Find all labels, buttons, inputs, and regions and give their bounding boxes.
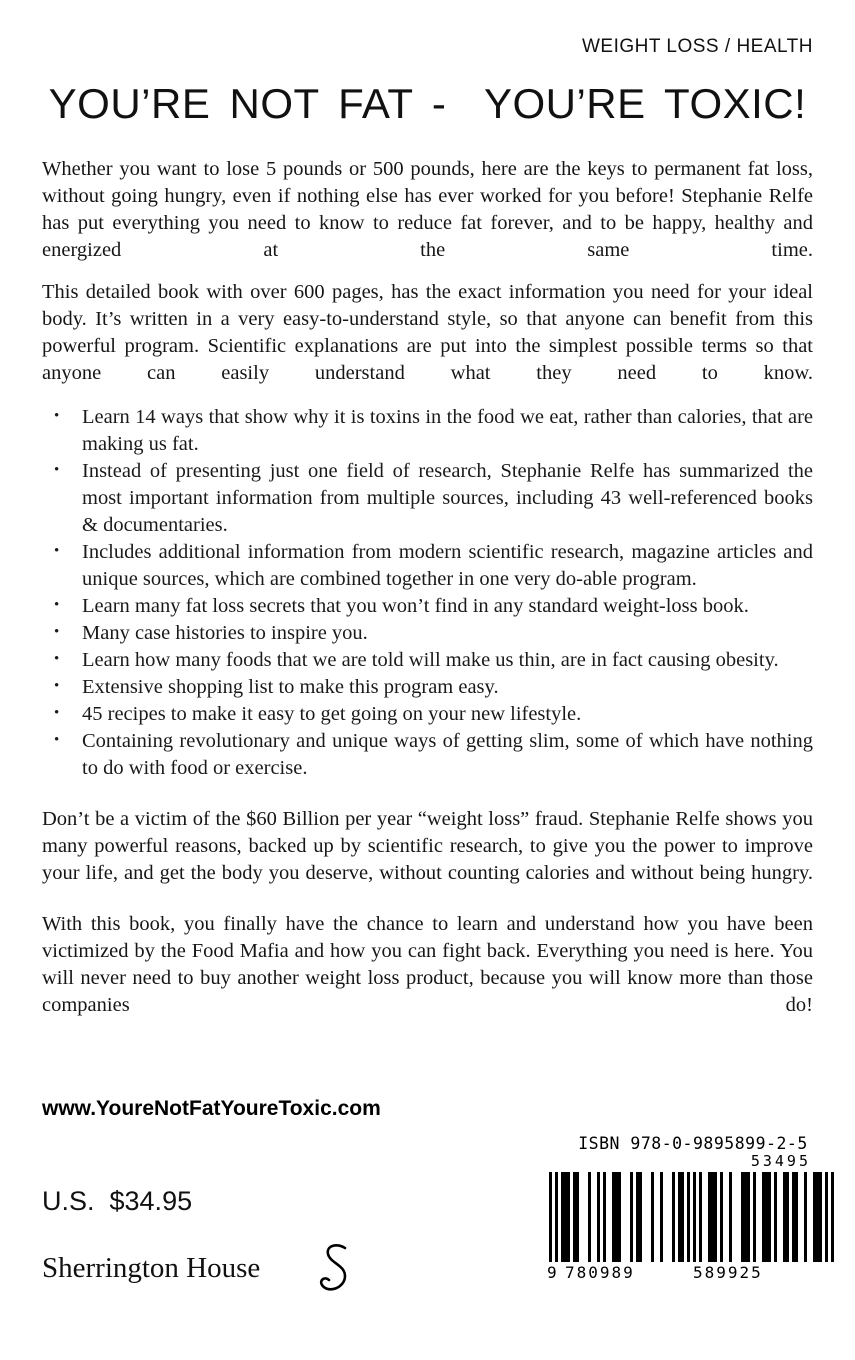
- price-label: U.S. $34.95: [42, 1186, 193, 1216]
- barcode-bars: [549, 1172, 839, 1262]
- bullet-text: Learn 14 ways that show why it is toxins in the food we eat, rather than calories, that are making us fat.: [82, 405, 813, 455]
- list-item: [54, 593, 813, 620]
- bullet-icon: •: [54, 677, 60, 694]
- isbn-label: ISBN 978-0-9895899-2-5: [578, 1134, 808, 1153]
- bullet-icon: •: [54, 596, 60, 613]
- paragraph-intro: Whether you want to lose 5 pounds or 500 pounds, here are the keys to permanent fat loss, without going hungry, even if nothing else has ever worked for you before! Stephanie Relfe has put everything you need to know to reduce fat forever, and to be happy, healthy and energized at the same time.: [42, 158, 813, 262]
- bullet-text: Containing revolutionary and unique ways of getting slim, some of which have nothing to do with food or exercise.: [82, 730, 813, 780]
- publisher-logo-icon: [318, 1242, 352, 1299]
- bullet-text: Instead of presenting just one field of research, Stephanie Relfe has summarized the most important information from multiple sources, including 43 well-referenced books & documentaries.: [82, 459, 813, 536]
- barcode-digit-group: 780989: [565, 1262, 635, 1282]
- bullet-icon: •: [54, 650, 60, 667]
- bullet-text: Learn how many foods that we are told will make us thin, are in fact causing obesity.: [82, 648, 779, 671]
- list-item: [54, 404, 813, 458]
- feature-list: [42, 404, 813, 783]
- category-label: WEIGHT LOSS / HEALTH: [581, 36, 813, 57]
- bullet-icon: •: [54, 705, 60, 722]
- list-item: [54, 620, 813, 647]
- publisher-block: [42, 1238, 352, 1299]
- list-item: [54, 674, 813, 701]
- bullet-icon: •: [54, 542, 60, 559]
- list-item: [54, 728, 813, 782]
- barcode-digit-group: 9: [547, 1262, 559, 1282]
- bullet-icon: •: [54, 461, 60, 478]
- paragraph-book-description: This detailed book with over 600 pages, has the exact information you need for your ideal body. It’s written in a very easy-to-understand style, so that anyone can benefit from this powerful program. Scientific explanations are put into the simplest possible terms so that anyone can easily understand what they need to know.: [42, 281, 813, 385]
- paragraph-closing: With this book, you finally have the chance to learn and understand how you have been victimized by the Food Mafia and how you can fight back. Everything you need is here. You will never need to buy another weight loss product, because you will know more than those companies do!: [42, 913, 813, 1017]
- list-item: [54, 539, 813, 593]
- bullet-text: Includes additional information from modern scientific research, magazine articles and unique sources, which are combined together in one very do-able program.: [82, 540, 813, 590]
- website-url: www.YoureNotFatYoureToxic.com: [42, 1097, 381, 1120]
- book-title: YOU’RE NOT FAT - YOU’RE TOXIC!: [48, 80, 807, 127]
- bullet-text: 45 recipes to make it easy to get going on your new lifestyle.: [82, 703, 582, 726]
- bullet-icon: •: [54, 732, 60, 749]
- barcode-digits: [547, 1263, 839, 1282]
- bullet-text: Many case histories to inspire you.: [82, 621, 368, 644]
- bullet-text: Learn many fat loss secrets that you won’t find in any standard weight-loss book.: [82, 594, 749, 617]
- bullet-icon: •: [54, 407, 60, 424]
- paragraph-fraud-warning: Don’t be a victim of the $60 Billion per year “weight loss” fraud. Stephanie Relfe shows you many powerful reasons, backed up by scientific research, to give you the power to improve your life, and get the body you deserve, without counting calories and without being hungry.: [42, 808, 813, 885]
- barcode-addon-digits: 53495: [750, 1152, 811, 1170]
- barcode-block: [547, 1134, 839, 1282]
- list-item: [54, 647, 813, 674]
- bullet-text: Extensive shopping list to make this program easy.: [82, 675, 499, 698]
- bullet-icon: •: [54, 623, 60, 640]
- list-item: [54, 458, 813, 539]
- list-item: [54, 701, 813, 728]
- publisher-name: Sherrington House: [42, 1252, 261, 1284]
- barcode-digit-group: 589925: [693, 1262, 763, 1282]
